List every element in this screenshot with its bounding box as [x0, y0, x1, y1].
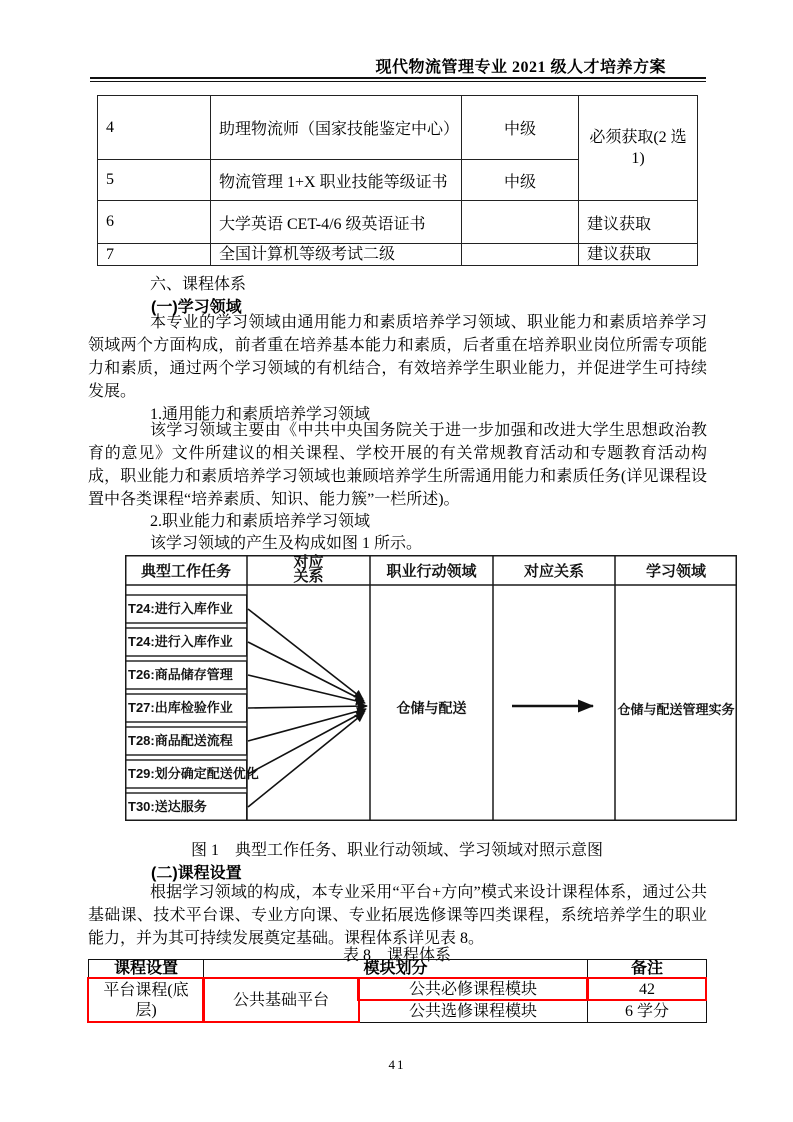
required-module-cell: 公共必修课程模块 — [359, 979, 588, 1001]
section-heading: 六、课程体系 — [150, 276, 247, 293]
course-system-table — [88, 959, 707, 1023]
cert-name: 助理物流师（国家技能鉴定中心） — [211, 96, 462, 160]
paragraph-learning-domains: 本专业的学习领域由通用能力和素质培养学习领域、职业能力和素质培养学习领域两个方面构成，前者重在培养基本能力和素质，后者重在培养职业岗位所需专项能力和素质，通过两个学习领域的有机结合，有效培养学生职业能力，并促进学生可持续发展。 — [88, 314, 707, 400]
cert-row-no: 5 — [98, 160, 211, 201]
required-credits-cell: 42 — [588, 979, 707, 1001]
subsection-2-heading: (二)课程设置 — [151, 865, 242, 882]
platform-course-cell: 平台课程(底层) — [89, 979, 204, 1023]
cert-level: 中级 — [462, 160, 579, 201]
cert-row-no: 4 — [98, 96, 211, 160]
table-row — [98, 96, 698, 160]
subsection-1-heading: (一)学习领域 — [151, 299, 242, 316]
cert-note: 必须获取(2 选 1) — [579, 96, 698, 201]
task-label: T30:送达服务 — [128, 799, 207, 814]
figure-1-diagram — [125, 555, 737, 821]
course-table-header-setting: 课程设置 — [89, 960, 204, 979]
course-table-header-remark: 备注 — [588, 960, 707, 979]
list-item-2: 2.职业能力和素质培养学习领域 — [150, 513, 371, 530]
cert-note: 建议获取 — [579, 201, 698, 244]
course-table-header-module: 模块划分 — [204, 960, 588, 979]
task-label: T24:进行入库作业 — [128, 634, 233, 649]
task-label: T26:商品储存管理 — [128, 667, 233, 682]
cert-row-no: 7 — [98, 244, 211, 266]
cert-name: 全国计算机等级考试二级 — [211, 244, 462, 266]
cert-row-no: 6 — [98, 201, 211, 244]
figure-col-header-relation-1: 对应关系 — [293, 554, 324, 585]
figure-col-header-action-domain: 职业行动领域 — [386, 562, 477, 580]
task-label: T28:商品配送流程 — [128, 733, 233, 748]
cert-level: 中级 — [462, 96, 579, 160]
elective-module-cell: 公共选修课程模块 — [359, 1001, 588, 1023]
cert-name: 大学英语 CET-4/6 级英语证书 — [211, 201, 462, 244]
task-label: T27:出库检验作业 — [128, 700, 233, 715]
paragraph-figure-ref: 该学习领域的产生及构成如图 1 所示。 — [150, 535, 423, 552]
task-label: T24:进行入库作业 — [128, 601, 233, 616]
table-header-row — [89, 960, 707, 979]
cert-note: 建议获取 — [579, 244, 698, 266]
cert-name: 物流管理 1+X 职业技能等级证书 — [211, 160, 462, 201]
table-8-caption: 表 8 课程体系 — [342, 947, 451, 964]
public-basic-platform-cell: 公共基础平台 — [204, 979, 359, 1023]
document-header-title: 现代物流管理专业 2021 级人才培养方案 — [375, 59, 666, 76]
task-label: T29:划分确定配送优化 — [128, 766, 259, 781]
table-row — [89, 979, 707, 1001]
cert-level — [462, 201, 579, 244]
table-row — [98, 244, 698, 266]
cert-level — [462, 244, 579, 266]
page-number: 41 — [388, 1057, 406, 1072]
paragraph-general-ability: 该学习领域主要由《中共中央国务院关于进一步加强和改进大学生思想政治教育的意见》文件所建议的相关课程、学校开展的有关常规教育活动和专题教育活动构成，职业能力和素质培养学习领域也兼顾培养学生所需通用能力和素质任务(详见课程设置中各类课程“培养素质、知识、能力簇”一栏所述)。 — [88, 422, 707, 508]
figure-col-header-tasks: 典型工作任务 — [140, 562, 231, 580]
elective-credits-cell: 6 学分 — [588, 1001, 707, 1023]
mapping-arrows — [248, 609, 367, 807]
paragraph-course-design: 根据学习领域的构成，本专业采用“平台+方向”模式来设计课程体系，通过公共基础课、技术平台课、专业方向课、专业拓展选修课等四类课程，系统培养学生的职业能力，并为其可持续发展奠定基础。课程体系详见表 8。 — [88, 884, 707, 947]
table-row — [98, 201, 698, 244]
list-item-1: 1.通用能力和素质培养学习领域 — [150, 406, 371, 423]
figure-1-caption: 图 1 典型工作任务、职业行动领域、学习领域对照示意图 — [190, 842, 603, 859]
action-domain-label: 仓储与配送 — [396, 700, 467, 716]
header-double-rule — [90, 77, 706, 82]
certificate-table — [97, 95, 698, 266]
figure-col-header-relation-2: 对应关系 — [523, 562, 584, 580]
learning-domain-label: 仓储与配送管理实务 — [617, 701, 735, 717]
figure-col-header-learning-domain: 学习领域 — [645, 562, 706, 580]
